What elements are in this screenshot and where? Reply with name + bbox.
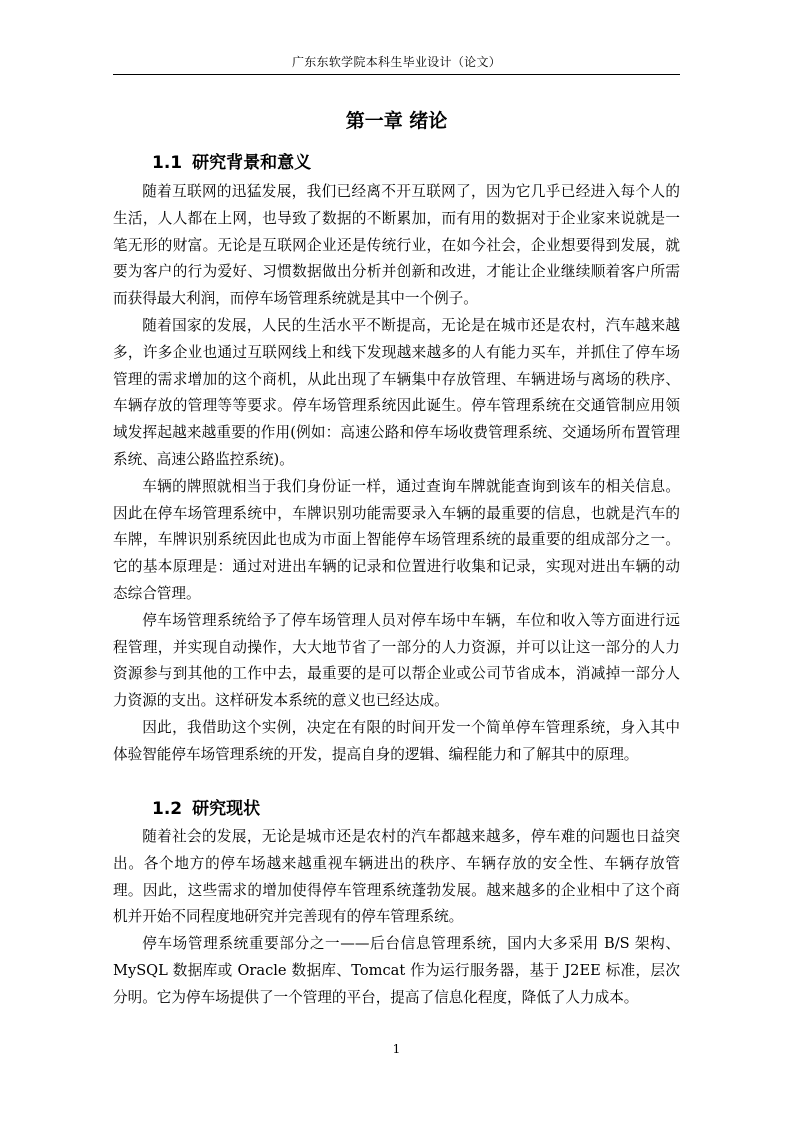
- section-number: 1.1: [152, 153, 183, 173]
- chapter-title: 第一章 绪论: [345, 110, 448, 132]
- header-rule: [113, 74, 680, 75]
- section-title-text: 研究背景和意义: [192, 153, 312, 173]
- section-title-1-2: [152, 797, 260, 821]
- paragraph: 随着互联网的迅猛发展，我们已经离不开互联网了，因为它几乎已经进入每个人的生活，人人都在上网，也导致了数据的不断累加，而有用的数据对于企业家来说就是一笔无形的财富。无论是互联网企业还是传统行业，在如今社会，企业想要得到发展，就要为客户的行为爱好、习惯数据做出分析并创新和改进，才能让企业继续顺着客户所需而获得最大利润，而停车场管理系统就是其中一个例子。: [113, 183, 680, 308]
- paragraph: 因此，我借助这个实例，决定在有限的时间开发一个简单停车管理系统，身入其中体验智能停车场管理系统的开发，提高自身的逻辑、编程能力和了解其中的原理。: [113, 718, 680, 763]
- paragraph: 停车场管理系统给予了停车场管理人员对停车场中车辆，车位和收入等方面进行远程管理，并实现自动操作，大大地节省了一部分的人力资源，并可以让这一部分的人力资源参与到其他的工作中去，最重要的是可以帮企业或公司节省成本，消减掉一部分人力资源的支出。这样研发本系统的意义也已经达成。: [113, 611, 680, 710]
- section-body-1-2: [113, 824, 680, 1012]
- paragraph: 随着国家的发展，人民的生活水平不断提高，无论是在城市还是农村，汽车越来越多，许多企业也通过互联网线上和线下发现越来越多的人有能力买车，并抓住了停车场管理的需求增加的这个商机，从此出现了车辆集中存放管理、车辆进场与离场的秩序、车辆存放的管理等等要求。停车场管理系统因此诞生。停车管理系统在交通管制应用领域发挥起越来越重要的作用(例如：高速公路和停车场收费管理系统、交通场所布置管理系统、高速公路监控系统)。: [113, 316, 680, 468]
- section-number: 1.2: [152, 799, 183, 819]
- paragraph: 随着社会的发展，无论是城市还是农村的汽车都越来越多，停车难的问题也日益突出。各个地方的停车场越来越重视车辆进出的秩序、车辆存放的安全性、车辆存放管理。因此，这些需求的增加使得停车管理系统蓬勃发展。越来越多的企业相中了这个商机并开始不同程度地研究并完善现有的停车管理系统。: [113, 828, 680, 926]
- page-header: 广东东软学院本科生毕业设计（论文）: [291, 55, 502, 69]
- section-body-1-1: [113, 179, 680, 769]
- paragraph: 车辆的牌照就相当于我们身份证一样，通过查询车牌就能查询到该车的相关信息。因此在停车场管理系统中，车牌识别功能需要录入车辆的最重要的信息，也就是汽车的车牌，车牌识别系统因此也成为市面上智能停车场管理系统的最重要的组成部分之一。它的基本原理是：通过对进出车辆的记录和位置进行收集和记录，实现对进出车辆的动态综合管理。: [113, 477, 680, 602]
- paragraph: 停车场管理系统重要部分之一——后台信息管理系统，国内大多采用 B/S 架构、MySQL 数据库或 Oracle 数据库、Tomcat 作为运行服务器，基于 J2EE 标准，层次分明。它为停车场提供了一个管理的平台，提高了信息化程度，降低了人力成本。: [113, 935, 680, 1006]
- section-title-1-1: [152, 151, 311, 175]
- section-title-text: 研究现状: [192, 799, 261, 819]
- page-number: 1: [392, 1042, 401, 1056]
